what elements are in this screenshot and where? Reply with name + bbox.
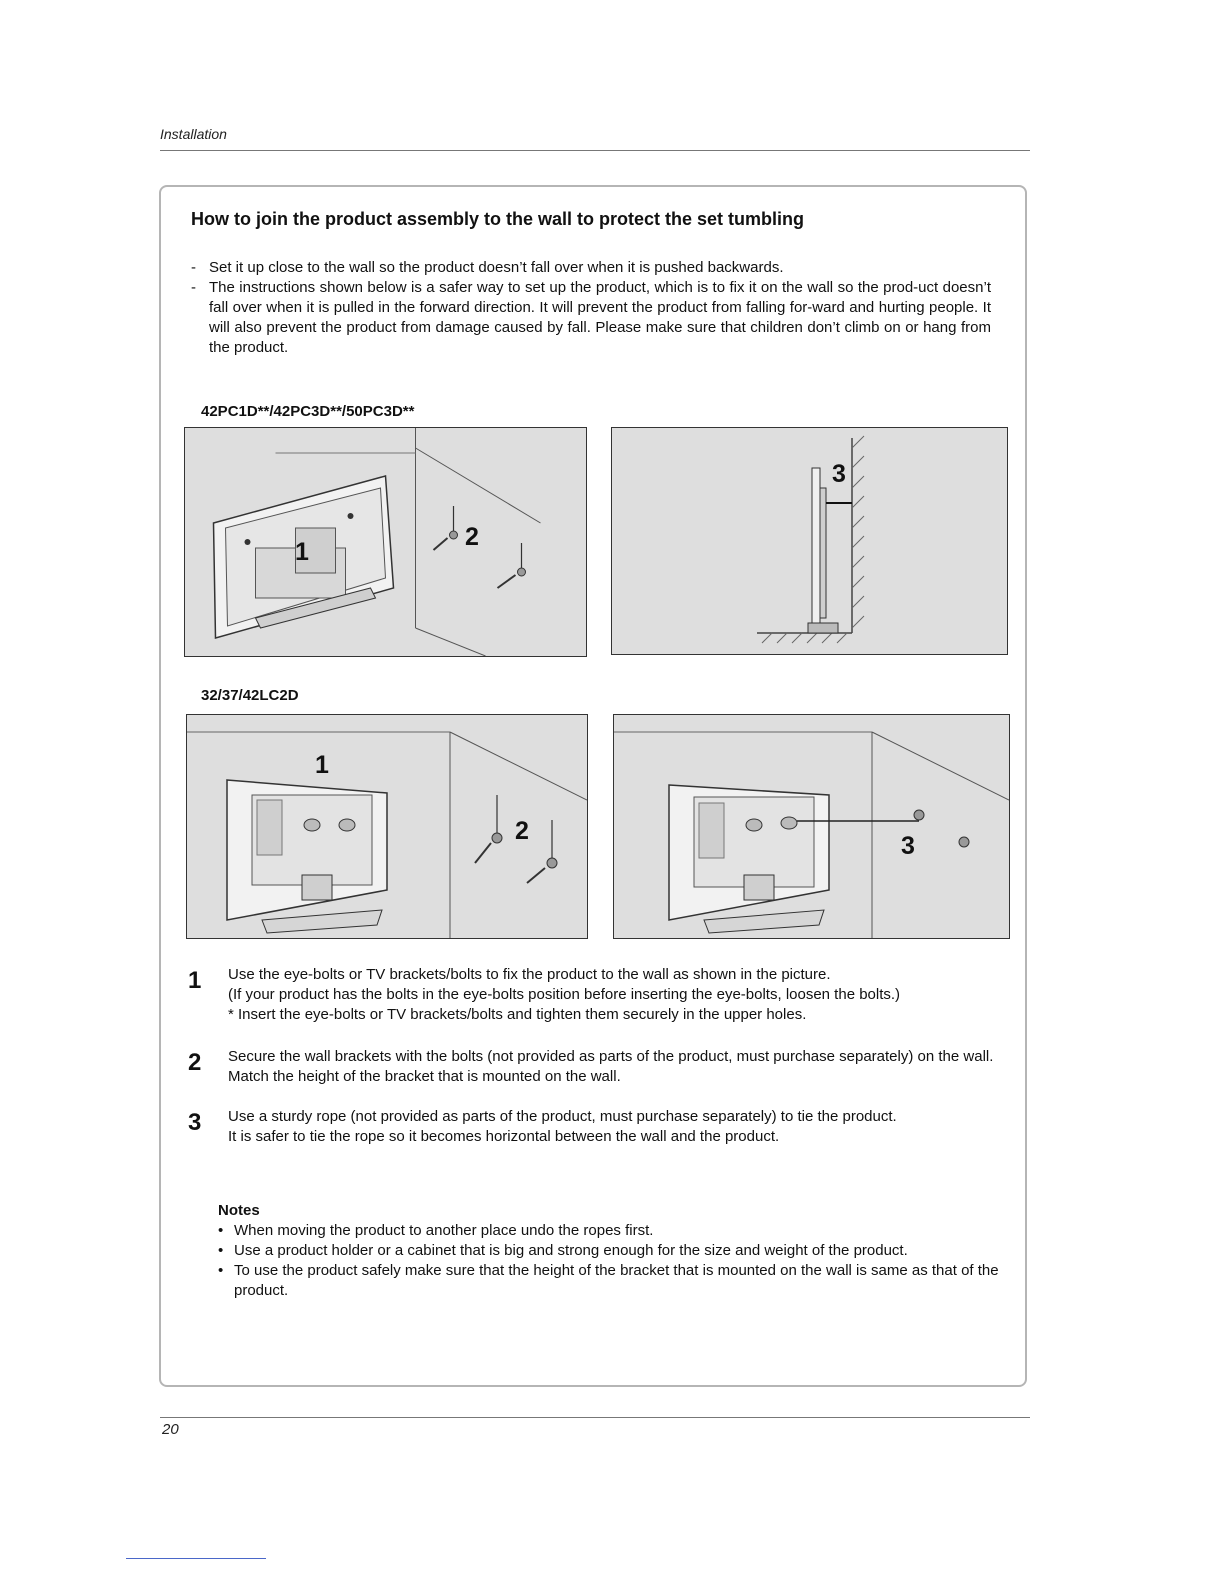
page-number: 20 bbox=[162, 1421, 179, 1438]
model-label-lcd: 32/37/42LC2D bbox=[201, 687, 299, 704]
card-title: How to join the product assembly to the wall to protect the set tumbling bbox=[191, 209, 805, 229]
step-text bbox=[228, 1047, 1008, 1087]
step-line: (If your product has the bolts in the eye-bolts position before inserting the eye-bolts, loosen the bolts.) bbox=[228, 986, 901, 1003]
step-line: * Insert the eye-bolts or TV brackets/bolts and tighten them securely in the upper holes. bbox=[228, 1006, 807, 1023]
intro-item bbox=[191, 258, 991, 278]
intro-item bbox=[191, 278, 991, 358]
step-line: Use the eye-bolts or TV brackets/bolts to fix the product to the wall as shown in the picture. bbox=[228, 966, 831, 983]
content-card bbox=[159, 185, 1027, 1387]
fig-step-1-label: 1 bbox=[295, 538, 309, 566]
step-text bbox=[228, 1107, 1008, 1147]
step-1 bbox=[188, 965, 1008, 1025]
figure-lcd-rope bbox=[613, 714, 1010, 939]
step-line: Use a sturdy rope (not provided as parts of the product, must purchase separately) to tie the product. bbox=[228, 1108, 897, 1125]
fig-step-3-label: 3 bbox=[901, 832, 915, 860]
note-item bbox=[218, 1261, 1008, 1301]
step-3 bbox=[188, 1107, 1008, 1147]
step-line: It is safer to tie the rope so it becomes horizontal between the wall and the product. bbox=[228, 1128, 780, 1145]
lcd-rope-illustration bbox=[614, 715, 1009, 938]
fig-step-2-label: 2 bbox=[515, 817, 529, 845]
intro-text: Set it up close to the wall so the product doesn’t fall over when it is pushed backwards. bbox=[209, 259, 784, 276]
figure-plasma-rear-bolts bbox=[184, 427, 587, 657]
header-divider bbox=[160, 150, 1030, 151]
dash-bullet: - bbox=[191, 279, 196, 296]
note-text: To use the product safely make sure that the height of the bracket that is mounted on the wall is same as that of the product. bbox=[234, 1262, 999, 1299]
step-2 bbox=[188, 1047, 1008, 1087]
notes-section bbox=[218, 1201, 1008, 1301]
plasma-rear-illustration bbox=[185, 428, 586, 656]
step-number: 2 bbox=[188, 1049, 202, 1076]
step-text bbox=[228, 965, 1008, 1025]
bullet-dot: • bbox=[218, 1242, 224, 1259]
fig-step-3-label: 3 bbox=[832, 460, 846, 488]
model-label-plasma: 42PC1D**/42PC3D**/50PC3D** bbox=[201, 403, 415, 420]
footer-divider bbox=[160, 1417, 1030, 1418]
step-number: 3 bbox=[188, 1109, 202, 1136]
intro-text: The instructions shown below is a safer way to set up the product, which is to fix it on the wall so the prod-uct doesn’t fall over when it is pulled in the forward direction. It will prevent the product from falling for-ward and hurting people. It will also prevent the product from damage caused by fall. Please make sure that children don’t climb on or hang from the product. bbox=[209, 279, 991, 356]
section-label: Installation bbox=[160, 126, 227, 142]
note-text: When moving the product to another place undo the ropes first. bbox=[234, 1222, 654, 1239]
note-item bbox=[218, 1241, 1008, 1261]
note-text: Use a product holder or a cabinet that is big and strong enough for the size and weight of the product. bbox=[234, 1242, 908, 1259]
figure-plasma-side-rope bbox=[611, 427, 1008, 655]
figure-lcd-rear-bolts bbox=[186, 714, 588, 939]
note-item bbox=[218, 1221, 1008, 1241]
step-number: 1 bbox=[188, 967, 202, 994]
dash-bullet: - bbox=[191, 259, 196, 276]
intro-list bbox=[191, 258, 991, 358]
bullet-dot: • bbox=[218, 1222, 224, 1239]
fig-step-2-label: 2 bbox=[465, 523, 479, 551]
footer-underline bbox=[126, 1558, 266, 1559]
notes-heading: Notes bbox=[218, 1202, 260, 1219]
bullet-dot: • bbox=[218, 1262, 224, 1279]
fig-step-1-label: 1 bbox=[315, 751, 329, 779]
plasma-side-illustration bbox=[612, 428, 1007, 654]
step-line: Secure the wall brackets with the bolts (not provided as parts of the product, must purchase separately) on the wall. Match the height of the bracket that is mounted on the wall. bbox=[228, 1048, 994, 1085]
